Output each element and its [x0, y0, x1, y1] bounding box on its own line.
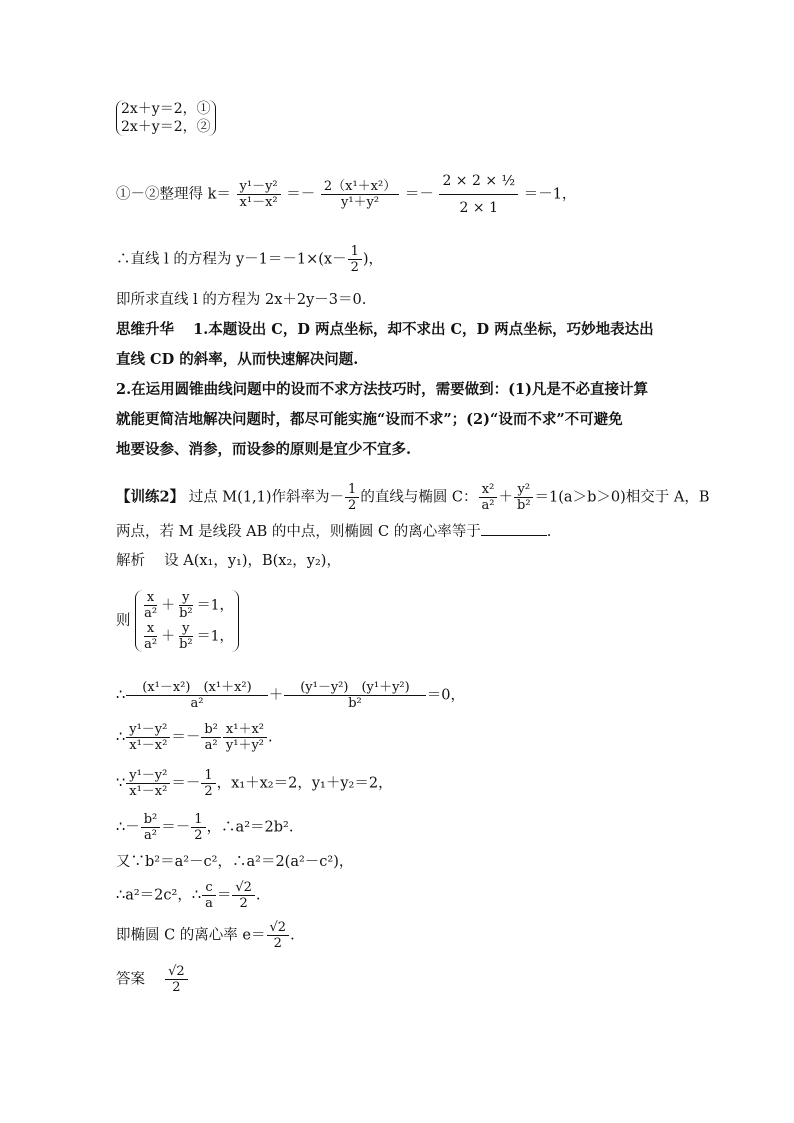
- answer-line: [116, 964, 189, 995]
- insight-line-3: 2.在运用圆锥曲线问题中的设而不求方法技巧时，需要做到：(1)凡是不必直接计算: [116, 381, 648, 398]
- numerator: b²: [141, 812, 161, 828]
- text: ＝－1，: [523, 186, 577, 203]
- text: ①－②整理得 k＝: [116, 186, 231, 203]
- analysis-label: 解析: [116, 553, 145, 569]
- denominator: 2 × 1: [459, 200, 498, 216]
- insight-line-2: 直线 CD 的斜率，从而快速解决问题.: [116, 351, 359, 368]
- text: .: [546, 524, 552, 540]
- numerator: √2: [232, 880, 255, 896]
- text: 两点，若 M 是线段 AB 的中点，则椭圆 C 的离心率等于: [116, 524, 481, 540]
- fraction: [321, 179, 399, 210]
- text: ＝－: [171, 775, 201, 792]
- numerator: 2 × 2 × ½: [439, 168, 518, 195]
- text: ＝－: [404, 186, 434, 203]
- fraction: [284, 680, 426, 711]
- equation-system-2: [116, 590, 239, 652]
- fraction: [191, 812, 205, 843]
- numerator: x¹＋x²: [223, 722, 267, 738]
- fraction: [345, 482, 359, 513]
- line-equation: [116, 244, 383, 275]
- denominator: b²: [179, 637, 193, 652]
- denominator: a²: [144, 828, 157, 843]
- denominator: 2: [204, 784, 213, 799]
- brace-system: [135, 590, 238, 652]
- numerator: y¹－y²: [126, 768, 170, 784]
- text: ＝1，: [196, 628, 234, 645]
- numerator: y: [179, 590, 192, 606]
- text: 的直线与椭圆 C：: [360, 489, 478, 506]
- text: 过点 M(1,1)作斜率为－: [188, 489, 345, 506]
- denominator: b²: [348, 696, 362, 711]
- text: ∴－: [116, 819, 140, 836]
- denominator: a²: [190, 696, 204, 711]
- denominator: x¹－x²: [129, 784, 168, 799]
- numerator: (y¹－y²) (y¹＋y²): [284, 680, 426, 696]
- text: ＝－: [286, 186, 316, 203]
- fraction: [201, 768, 215, 799]
- text: ＝: [216, 887, 232, 904]
- insight-line-4: 就能更简洁地解决问题时，都尽可能实施“设而不求”；(2)“设而不求”不可避免: [116, 411, 623, 428]
- denominator: 2: [350, 260, 359, 275]
- text: ∴a²＝2c²，∴: [116, 887, 202, 904]
- text: ，∴a²＝2b².: [206, 819, 294, 836]
- denominator: a²: [481, 498, 495, 513]
- numerator: 1: [348, 244, 362, 260]
- text: ∴: [116, 729, 126, 746]
- numerator: 1: [345, 482, 359, 498]
- fraction: [126, 722, 170, 753]
- text: ＋: [161, 628, 176, 645]
- denominator: 2: [194, 828, 203, 843]
- text: .: [255, 887, 261, 904]
- numerator: c: [202, 880, 215, 896]
- fraction: [237, 179, 281, 210]
- sys2-eq2: [140, 621, 233, 652]
- text: 则: [116, 613, 131, 629]
- fraction: [141, 621, 160, 652]
- text: ∴: [116, 687, 126, 704]
- denominator: 2: [348, 498, 357, 513]
- fraction: [223, 722, 267, 753]
- text: ＝1，: [196, 597, 234, 614]
- answer-fraction: [165, 964, 188, 995]
- denominator: 2: [172, 980, 181, 995]
- text: ＋: [498, 489, 513, 506]
- text: .: [290, 927, 295, 944]
- numerator: √2: [267, 920, 290, 936]
- fraction: [141, 812, 161, 843]
- fraction: [176, 621, 196, 652]
- denominator: 2: [239, 896, 248, 911]
- sys2-eq1: [140, 590, 233, 621]
- sys1-eq1: 2x＋y＝2，①: [121, 101, 211, 117]
- numerator: x²: [479, 482, 498, 498]
- answer-blank[interactable]: [481, 521, 547, 536]
- numerator: √2: [165, 964, 188, 980]
- fraction: [232, 880, 255, 911]
- denominator: a²: [144, 606, 158, 621]
- text: ，x₁＋x₂＝2，y₁＋y₂＝2，: [216, 775, 393, 792]
- exercise-line-2: [116, 521, 551, 542]
- fraction: [439, 168, 518, 221]
- fraction: [348, 244, 362, 275]
- condition-line: [116, 768, 393, 799]
- text: ∴直线 l 的方程为 y－1＝－1×(x－: [116, 251, 347, 268]
- numerator: x: [144, 621, 157, 637]
- denominator: x¹－x²: [239, 195, 278, 210]
- denominator: 2: [273, 936, 282, 951]
- numerator: 1: [201, 768, 215, 784]
- exercise-label: 【训练2】: [116, 488, 185, 506]
- sys1-eq2: 2x＋y＝2，②: [121, 119, 211, 135]
- numerator: y¹－y²: [126, 722, 170, 738]
- insight-line-1: [116, 320, 654, 340]
- text: ＋: [161, 597, 176, 614]
- fraction: [267, 920, 290, 951]
- numerator: y²: [514, 482, 533, 498]
- fraction: [479, 482, 498, 513]
- text: ＝－: [161, 819, 191, 836]
- fraction: [126, 680, 267, 711]
- numerator: y: [179, 621, 192, 637]
- result-line: 即所求直线 l 的方程为 2x＋2y－3＝0.: [116, 292, 367, 308]
- text: .: [268, 729, 273, 746]
- text: 即椭圆 C 的离心率 e＝: [116, 927, 266, 944]
- numerator: (x¹－x²) (x¹＋x²): [126, 680, 267, 696]
- denominator: y¹＋y²: [340, 195, 380, 210]
- denominator: x¹－x²: [129, 738, 168, 753]
- text: 设 A(x₁，y₁)，B(x₂，y₂)，: [164, 553, 341, 569]
- numerator: y¹－y²: [237, 179, 281, 195]
- text: ＋: [268, 687, 284, 704]
- ratio-result-line: [116, 812, 293, 843]
- denominator: a²: [144, 637, 158, 652]
- insight-label: 思维升华: [116, 321, 174, 338]
- text: ∵: [116, 775, 126, 792]
- numerator: 1: [191, 812, 205, 828]
- fraction: [126, 768, 170, 799]
- brace-system: [116, 100, 216, 136]
- equation-system-1: [116, 100, 216, 136]
- text: ＝－: [171, 729, 201, 746]
- text: ＝0，: [426, 687, 465, 704]
- fraction: [202, 880, 216, 911]
- fraction: [176, 590, 196, 621]
- denominator: a: [205, 896, 213, 911]
- subtraction-line: [116, 680, 465, 711]
- exercise-line-1: [116, 482, 709, 513]
- numerator: b²: [201, 722, 221, 738]
- insight-line-5: 地要设参、消参，而设参的原则是宜少不宜多.: [116, 441, 412, 458]
- analysis-line: [116, 551, 341, 571]
- relation-line: 又∵b²＝a²－c²，∴a²＝2(a²－c²)，: [116, 854, 354, 870]
- answer-label: 答案: [116, 971, 145, 988]
- text: ＝1(a＞b＞0)相交于 A，B: [534, 489, 710, 506]
- fraction: [201, 722, 221, 753]
- slope-derivation-line: [116, 168, 576, 221]
- fraction: [514, 482, 534, 513]
- eccentricity-line: [116, 920, 295, 951]
- denominator: y¹＋y²: [225, 738, 265, 753]
- slope-ratio-line: [116, 722, 273, 753]
- eccentricity-step-line: [116, 880, 261, 911]
- text: )，: [362, 251, 384, 268]
- denominator: b²: [179, 606, 193, 621]
- numerator: 2（x¹＋x²）: [321, 179, 399, 195]
- numerator: x: [144, 590, 157, 606]
- insight-text: 1.本题设出 C，D 两点坐标，却不求出 C，D 两点坐标，巧妙地表达出: [193, 321, 654, 338]
- fraction: [141, 590, 160, 621]
- denominator: a²: [204, 738, 218, 753]
- denominator: b²: [517, 498, 531, 513]
